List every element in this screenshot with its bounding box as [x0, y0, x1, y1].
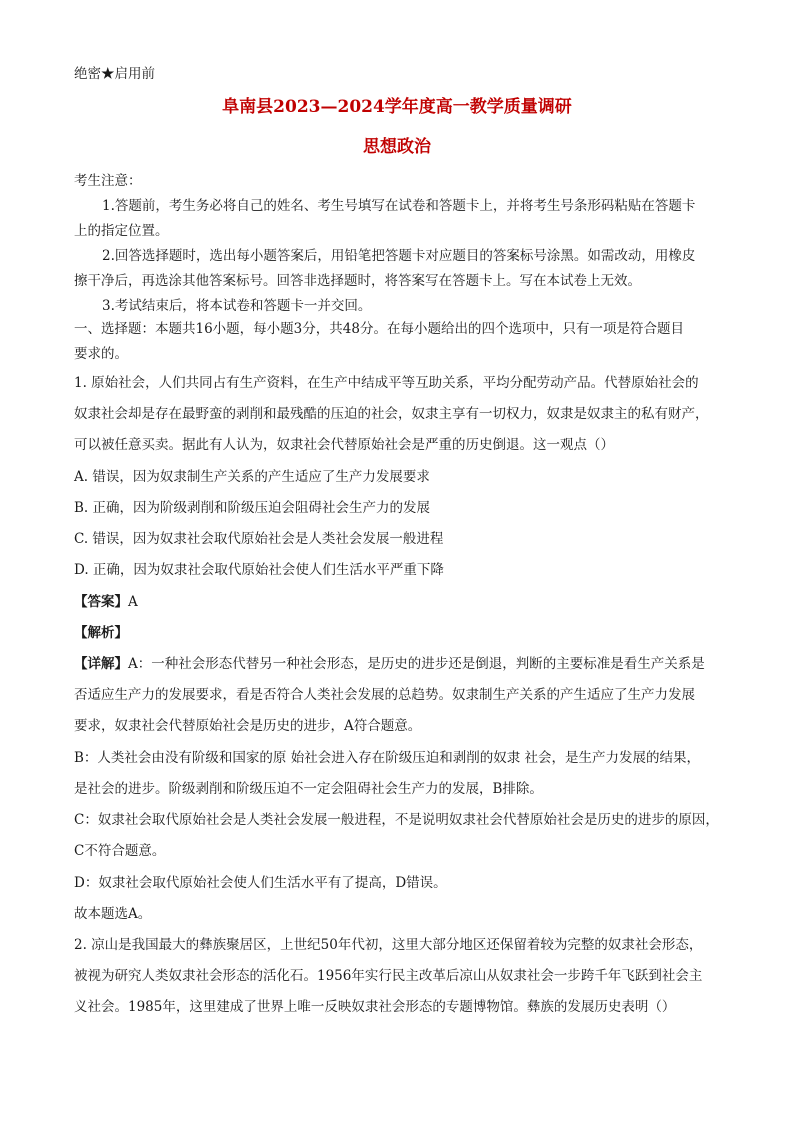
notice-item-1-line-2: 上的指定位置。	[74, 223, 169, 239]
q1-option-b: B. 正确，因为阶级剥削和阶级压迫会阻碍社会生产力的发展	[74, 500, 431, 516]
detail-a-text-1: A：一种社会形态代替另一种社会形态，是历史的进步还是倒退，判断的主要标准是看生产关系是	[128, 656, 705, 672]
notice-item-2-line-1: 2.回答选择题时，选出每小题答案后，用铅笔把答题卡对应题目的答案标号涂黑。如需改动，用橡皮	[102, 248, 696, 264]
q1-conclusion: 故本题选A。	[74, 906, 152, 922]
section-1-line-2: 要求的。	[74, 346, 128, 362]
notice-item-1-line-1: 1.答题前，考生务必将自己的姓名、考生号填写在试卷和答题卡上，并将考生号条形码粘贴在答题卡	[102, 198, 696, 214]
notice-item-2-line-2: 擦干净后，再选涂其他答案标号。回答非选择题时，将答案写在答题卡上。写在本试卷上无效。	[74, 273, 641, 289]
q2-stem-line-1: 2. 凉山是我国最大的彝族聚居区，上世纪50年代初，这里大部分地区还保留着较为完整的奴隶社会形态，	[74, 937, 703, 953]
answer-value: A	[128, 594, 138, 610]
q1-detail-d: D：奴隶社会取代原始社会使人们生活水平有了提高，D错误。	[74, 875, 447, 891]
confidential-mark: 绝密★启用前	[74, 66, 155, 82]
q2-stem-line-3: 义社会。1985年，这里建成了世界上唯一反映奴隶社会形态的专题博物馆。彝族的发展历史表明（）	[74, 999, 676, 1015]
q1-detail-c-line-2: C不符合题意。	[74, 843, 166, 859]
q1-answer	[74, 592, 138, 612]
notice-item-3: 3.考试结束后，将本试卷和答题卡一并交回。	[102, 298, 372, 314]
q1-option-c: C. 错误，因为奴隶社会取代原始社会是人类社会发展一般进程	[74, 531, 444, 547]
detail-label: 【详解】	[74, 656, 128, 672]
analysis-label: 【解析】	[74, 625, 128, 641]
q1-detail-a-line-2: 否适应生产力的发展要求，看是否符合人类社会发展的总趋势。奴隶制生产关系的产生适应了生产力发展	[74, 687, 695, 703]
answer-label: 【答案】	[74, 594, 128, 610]
notice-heading: 考生注意：	[74, 173, 142, 189]
q1-detail-c-line-1: C：奴隶社会取代原始社会是人类社会发展一般进程，不是说明奴隶社会代替原始社会是历史的进步的原因，	[74, 812, 719, 828]
q1-stem-line-3: 可以被任意买卖。据此有人认为，奴隶社会代替原始社会是严重的历史倒退。这一观点（）	[74, 437, 614, 453]
q1-analysis-label	[74, 623, 128, 643]
q1-detail-b-line-2: 是社会的进步。阶级剥削和阶级压迫不一定会阻碍社会生产力的发展，B排除。	[74, 781, 543, 797]
q1-stem-line-1: 1. 原始社会，人们共同占有生产资料，在生产中结成平等互助关系，平均分配劳动产品。代替原始社会的	[74, 375, 699, 391]
q1-detail-a-line-1	[74, 654, 705, 674]
q1-detail-a-line-3: 要求，奴隶社会代替原始社会是历史的进步，A符合题意。	[74, 718, 422, 734]
q1-option-d: D. 正确，因为奴隶社会取代原始社会使人们生活水平严重下降	[74, 562, 444, 578]
q2-stem-line-2: 被视为研究人类奴隶社会形态的活化石。1956年实行民主改革后凉山从奴隶社会一步跨千年飞跃到社会主	[74, 968, 703, 984]
q1-option-a: A. 错误，因为奴隶制生产关系的产生适应了生产力发展要求	[74, 469, 430, 485]
q1-detail-b-line-1: B：人类社会由没有阶级和国家的原 始社会进入存在阶级压迫和剥削的奴隶 社会，是生产力发展的结果，	[74, 750, 701, 766]
q1-stem-line-2: 奴隶社会却是存在最野蛮的剥削和最残酷的压迫的社会，奴隶主享有一切权力，奴隶是奴隶主的私有财产，	[74, 406, 709, 422]
exam-title: 阜南县2023—2024学年度高一教学质量调研	[222, 97, 572, 117]
section-1-line-1: 一、选择题：本题共16小题，每小题3分，共48分。在每小题给出的四个选项中，只有一项是符合题目	[74, 321, 684, 337]
exam-subject: 思想政治	[363, 137, 431, 157]
